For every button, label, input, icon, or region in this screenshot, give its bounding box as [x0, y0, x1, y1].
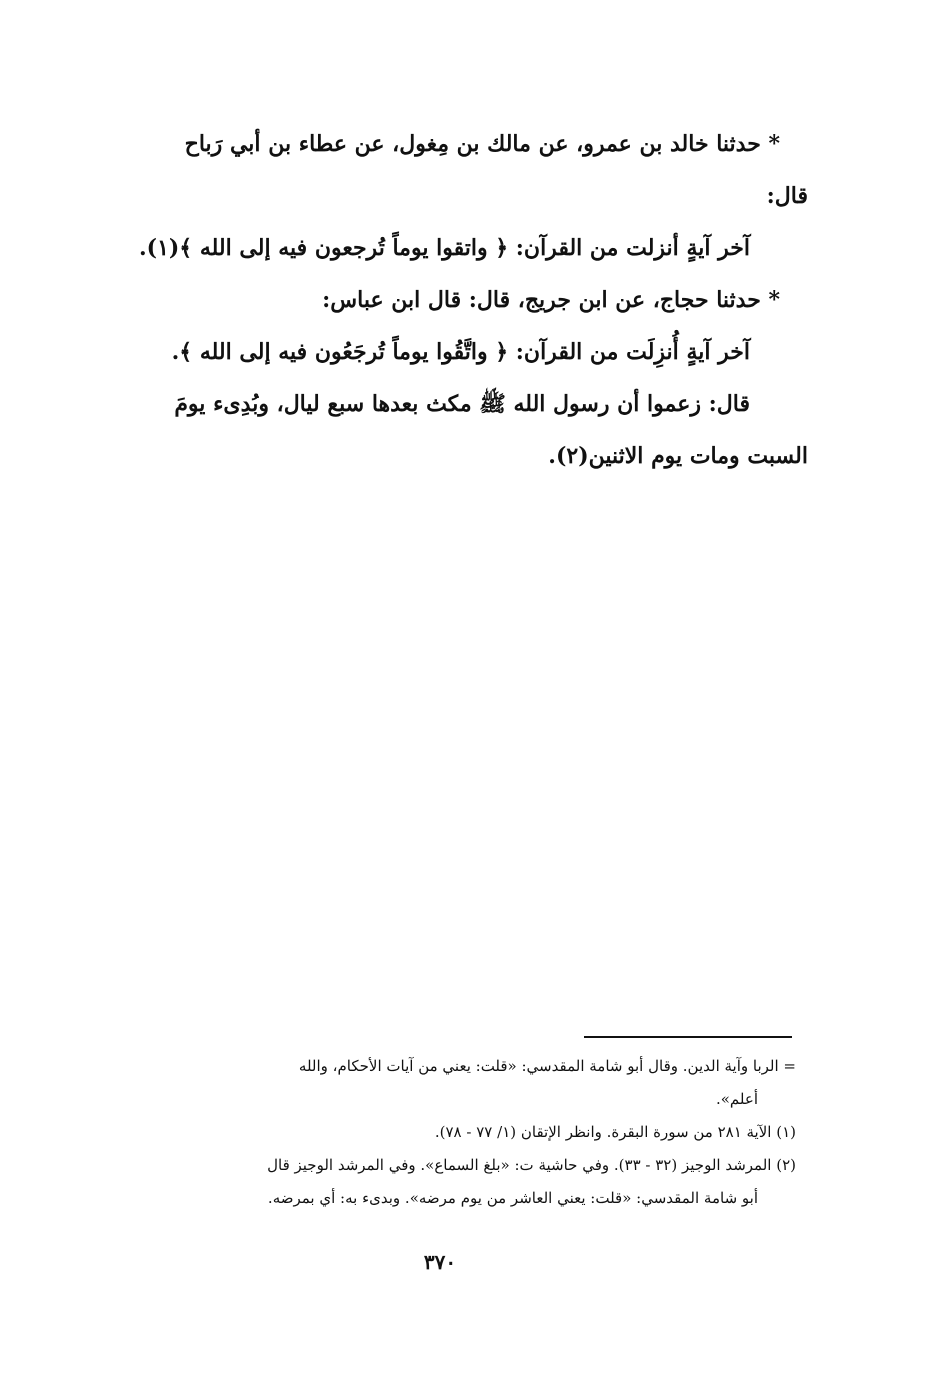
footnote-line-1: = الربا وآية الدين. وقال أبو شامة المقدسي: «قلت: يعني من آيات الأحكام، والله — [298, 1057, 796, 1075]
text-line-1: * حدثنا خالد بن عمرو، عن مالك بن مِغول، عن عطاء بن أبي رَباح — [184, 131, 780, 157]
text-line-5: آخر آيةٍ أُنزِلَت من القرآن: ﴿ واتَّقُوا يوماً تُرجَعُون فيه إلى الله ﴾. — [171, 339, 750, 365]
text-line-2: قال: — [766, 183, 808, 209]
main-text-block — [96, 118, 808, 482]
footnote-line-5: أبو شامة المقدسي: «قلت: يعني العاشر من يوم مرضه». وبدىء به: أي بمرضه. — [267, 1189, 758, 1207]
footnote-line-4: (٢) المرشد الوجيز (٣٢ - ٣٣). وفي حاشية ت: «بلغ السماع». وفي المرشد الوجيز قال — [267, 1156, 796, 1174]
footnotes-block — [96, 1050, 796, 1215]
text-line-4: * حدثنا حجاج، عن ابن جريج، قال: قال ابن عباس: — [322, 287, 780, 313]
text-line-6: قال: زعموا أن رسول الله ﷺ مكث بعدها سبع ليال، وبُدِىء يومَ — [174, 391, 750, 417]
footnote-line-3: (١) الآية ٢٨١ من سورة البقرة. وانظر الإتقان (١/ ٧٧ - ٧٨). — [434, 1123, 796, 1141]
text-line-7: السبت ومات يوم الاثنين(٢). — [548, 443, 808, 469]
footnote-separator — [584, 1036, 792, 1038]
footnote-line-2: أعلم». — [715, 1090, 758, 1108]
page-number: ٣٧٠ — [423, 1250, 457, 1274]
text-line-3: آخر آيةٍ أنزلت من القرآن: ﴿ واتقوا يوماً تُرجعون فيه إلى الله ﴾(١). — [138, 235, 750, 261]
